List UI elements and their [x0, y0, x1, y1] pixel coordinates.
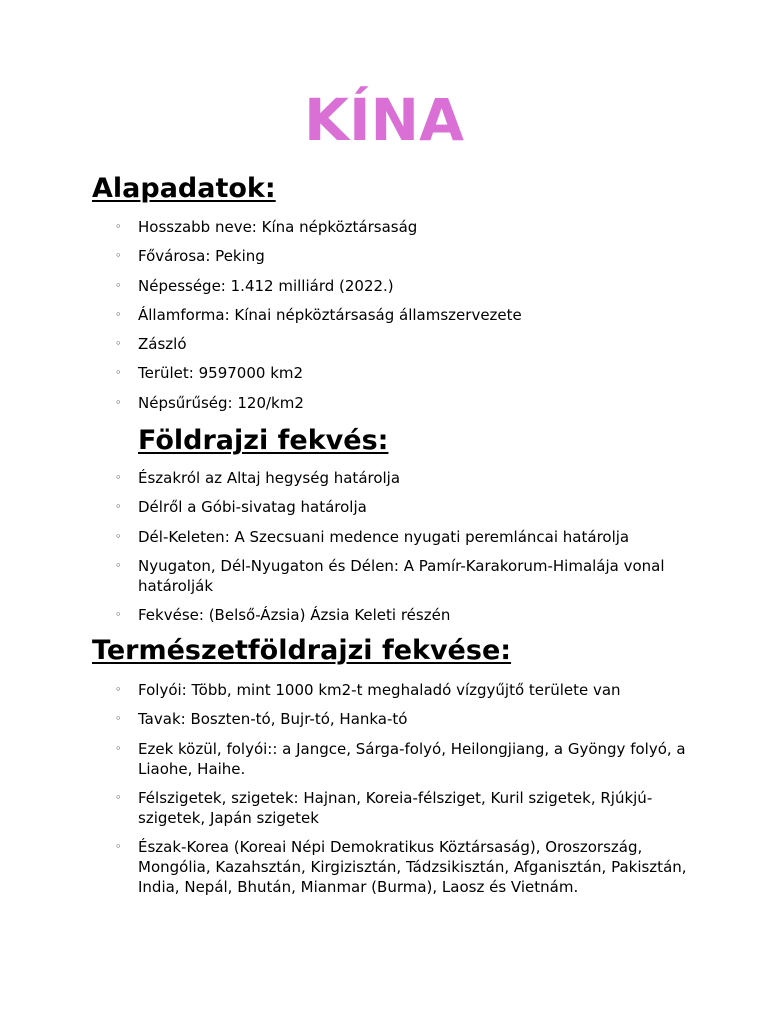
bullet-icon: ◦ [115, 683, 122, 696]
bullet-icon: ◦ [115, 220, 122, 233]
bullet-icon: ◦ [115, 278, 122, 292]
list-alapadatok [0, 217, 768, 422]
section-heading-alapadatok: Alapadatok: [92, 173, 276, 204]
list-foldrajzi-fekves [0, 468, 768, 634]
bullet-icon: ◦ [115, 529, 122, 543]
bullet-icon: ◦ [115, 712, 122, 726]
list-item: ◦ Népsűrűség: 120/km2 [115, 393, 304, 412]
bullet-icon: ◦ [115, 471, 122, 484]
list-item: ◦ Észak-Korea (Koreai Népi Demokratikus Köztársaság), Oroszország, Mongólia, Kazahsztán, Kirgizisztán, Tádzsikisztán, Afganisztán, Pakisztán, India, Nepál, Bhután, Mianmar (Burma), Laosz és Vietnám. [115, 838, 687, 897]
bullet-icon: ◦ [115, 366, 122, 380]
bullet-icon: ◦ [115, 741, 122, 755]
list-item: ◦ Ezek közül, folyói:: a Jangce, Sárga-folyó, Heilongjiang, a Gyöngy folyó, a Liaohe, Haihe. [115, 739, 686, 778]
bullet-icon: ◦ [115, 249, 122, 263]
list-item: ◦ Fekvése: (Belső-Ázsia) Ázsia Keleti részén [115, 606, 451, 625]
list-item: ◦ Északról az Altaj hegység határolja [115, 469, 401, 487]
list-item: ◦ Terület: 9597000 km2 [115, 364, 304, 383]
list-item: ◦ Fővárosa: Peking [115, 247, 265, 266]
bullet-icon: ◦ [115, 395, 122, 409]
bullet-icon: ◦ [115, 500, 122, 514]
list-item: ◦ Dél-Keleten: A Szecsuani medence nyugati peremláncai határolja [115, 527, 630, 546]
section-heading-foldrajzi-fekves: Földrajzi fekvés: [138, 425, 389, 456]
list-item: ◦ Nyugaton, Dél-Nyugaton és Délen: A Pamír-Karakorum-Himalája vonal határolják [115, 556, 665, 595]
page-title: KÍNA [304, 86, 464, 154]
list-item: ◦ Hosszabb neve: Kína népköztársaság [115, 218, 418, 236]
list-item: ◦ Félszigetek, szigetek: Hajnan, Koreia-félsziget, Kuril szigetek, Rjúkjú-szigetek, Japán szigetek [115, 788, 653, 827]
bullet-icon: ◦ [115, 337, 122, 351]
bullet-icon: ◦ [115, 307, 122, 321]
list-item: ◦ Zászló [115, 335, 187, 354]
bullet-icon: ◦ [115, 840, 122, 854]
bullet-icon: ◦ [115, 790, 122, 804]
list-termeszetfoldrajzi [0, 680, 768, 906]
list-item: ◦ Folyói: Több, mint 1000 km2-t meghaladó vízgyűjtő területe van [115, 681, 621, 699]
section-heading-termeszetfoldrajzi: Természetföldrajzi fekvése: [92, 635, 512, 666]
list-item: ◦ Tavak: Boszten-tó, Bujr-tó, Hanka-tó [115, 710, 408, 729]
list-item: ◦ Államforma: Kínai népköztársaság államszervezete [115, 305, 522, 324]
bullet-icon: ◦ [115, 558, 122, 572]
list-item: ◦ Népessége: 1.412 milliárd (2022.) [115, 276, 394, 295]
list-item: ◦ Délről a Góbi-sivatag határolja [115, 498, 367, 517]
bullet-icon: ◦ [115, 608, 122, 622]
